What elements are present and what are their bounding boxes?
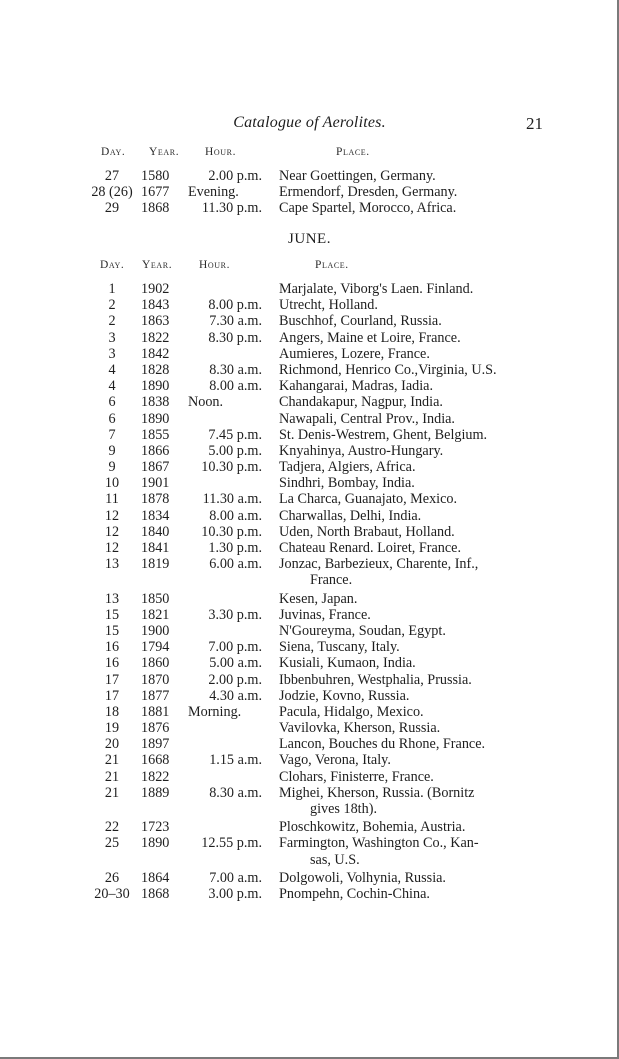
table-row	[0, 184, 619, 200]
cell-place: Lancon, Bouches du Rhone, France.	[279, 736, 486, 753]
cell-place: Utrecht, Holland.	[279, 297, 378, 314]
cell-place: Vago, Verona, Italy.	[279, 752, 391, 769]
cell-place-continuation: sas, U.S.	[310, 851, 360, 868]
cell-place: Knyahinya, Austro-Hungary.	[279, 442, 444, 459]
cell-hour: 11.30 p.m.	[201, 200, 262, 217]
cell-year: 1890	[141, 410, 170, 427]
cell-place: Richmond, Henrico Co.,Virginia, U.S.	[279, 361, 497, 378]
cell-day: 4	[108, 361, 116, 378]
cell-place: Aumieres, Lozere, France.	[279, 345, 430, 362]
cell-year: 1863	[141, 313, 170, 330]
cell-hour: 8.00 a.m.	[209, 378, 262, 395]
cell-place: Juvinas, France.	[279, 606, 371, 623]
cell-day: 3	[108, 329, 116, 346]
table-row	[0, 672, 619, 688]
cell-place: Chateau Renard. Loiret, France.	[279, 540, 461, 556]
cell-day: 2	[108, 313, 116, 330]
cell-hour: 7.00 a.m.	[209, 869, 262, 886]
header-year: Year.	[149, 146, 180, 158]
cell-hour: 3.00 p.m.	[208, 885, 262, 902]
table-row	[0, 688, 619, 704]
cell-day: 13	[104, 556, 120, 573]
table-row	[0, 785, 619, 801]
cell-year: 1890	[141, 835, 170, 852]
cell-hour: Morning.	[188, 703, 242, 720]
cell-place: Dolgowoli, Volhynia, Russia.	[279, 869, 446, 886]
cell-year: 1819	[141, 556, 170, 573]
table-row	[0, 870, 619, 886]
cell-hour: 4.30 a.m.	[209, 687, 262, 704]
cell-hour: 1.15 a.m.	[209, 752, 262, 769]
table-row	[0, 607, 619, 623]
cell-day: 3	[108, 345, 116, 362]
table-row	[0, 736, 619, 752]
cell-place: Clohars, Finisterre, France.	[279, 768, 434, 785]
cell-place: Mighei, Kherson, Russia. (Bornitz	[279, 784, 475, 801]
table-row	[0, 769, 619, 785]
table-row	[0, 330, 619, 346]
cell-day: 12	[104, 523, 120, 540]
cell-day: 9	[108, 442, 116, 459]
table-row	[0, 508, 619, 524]
cell-year: 1677	[141, 184, 170, 201]
table-row	[0, 835, 619, 851]
cell-hour: 8.30 p.m.	[208, 329, 262, 346]
cell-day: 28 (26)	[91, 184, 133, 201]
cell-day: 21	[104, 768, 120, 785]
cell-hour: 10.30 p.m.	[201, 459, 262, 476]
running-title: Catalogue of Aerolites.	[233, 114, 386, 131]
cell-hour: 8.00 a.m.	[209, 507, 262, 524]
cell-year: 1834	[141, 507, 170, 524]
table-row	[0, 200, 619, 216]
cell-place: Angers, Maine et Loire, France.	[279, 329, 461, 346]
cell-hour: 10.30 p.m.	[201, 523, 262, 540]
cell-year: 1850	[141, 590, 170, 607]
cell-year: 1864	[141, 869, 170, 886]
header-day: Day.	[101, 146, 126, 158]
cell-year: 1867	[141, 459, 170, 476]
cell-hour: Evening.	[188, 184, 239, 201]
table-row	[0, 443, 619, 459]
cell-place: N'Goureyma, Soudan, Egypt.	[279, 622, 446, 639]
cell-year: 1900	[141, 622, 170, 639]
cell-year: 1855	[141, 426, 170, 443]
cell-year: 1876	[141, 720, 170, 737]
cell-place: Ploschkowitz, Bohemia, Austria.	[279, 819, 466, 836]
cell-year: 1842	[141, 345, 170, 362]
cell-day: 6	[108, 394, 116, 411]
cell-year: 1889	[141, 784, 170, 801]
cell-year: 1897	[141, 736, 170, 753]
cell-hour: 8.30 a.m.	[209, 784, 262, 801]
header-place: Place.	[315, 259, 349, 271]
cell-day: 9	[108, 459, 116, 476]
cell-place: Ibbenbuhren, Westphalia, Prussia.	[279, 671, 472, 688]
table-row	[0, 819, 619, 835]
cell-place: Tadjera, Algiers, Africa.	[279, 459, 416, 476]
cell-day: 11	[105, 491, 119, 508]
table-row	[0, 556, 619, 572]
table-row	[0, 639, 619, 655]
cell-hour: 7.30 a.m.	[209, 313, 262, 330]
header-day: Day.	[100, 259, 125, 271]
cell-place: La Charca, Guanajato, Mexico.	[279, 491, 458, 508]
table-row-continuation	[0, 801, 619, 817]
cell-year: 1877	[141, 687, 170, 704]
table-row	[0, 427, 619, 443]
cell-hour: 1.30 p.m.	[208, 540, 262, 556]
table-row	[0, 297, 619, 313]
cell-place: Buschhof, Courland, Russia.	[279, 313, 442, 330]
cell-place: Pacula, Hidalgo, Mexico.	[279, 703, 424, 720]
cell-place: Near Goettingen, Germany.	[279, 168, 436, 184]
table-row	[0, 168, 619, 184]
cell-day: 16	[104, 639, 120, 656]
cell-place: Jodzie, Kovno, Russia.	[279, 687, 410, 704]
cell-year: 1890	[141, 378, 170, 395]
cell-place: Kesen, Japan.	[279, 590, 358, 607]
table-row	[0, 591, 619, 607]
cell-hour: 2.00 p.m.	[208, 168, 262, 184]
cell-day: 22	[104, 819, 120, 836]
table-row	[0, 346, 619, 362]
table-row	[0, 491, 619, 507]
cell-year: 1841	[141, 540, 170, 556]
cell-place: Cape Spartel, Morocco, Africa.	[279, 200, 457, 217]
table-row	[0, 524, 619, 540]
cell-year: 1878	[141, 491, 170, 508]
cell-hour: 5.00 p.m.	[208, 442, 262, 459]
cell-year: 1580	[141, 168, 170, 184]
cell-year: 1860	[141, 655, 170, 672]
cell-place: Sindhri, Bombay, India.	[279, 475, 415, 492]
cell-day: 21	[104, 784, 120, 801]
cell-day: 10	[104, 475, 120, 492]
table-row	[0, 362, 619, 378]
cell-year: 1902	[141, 281, 170, 297]
cell-hour: 12.55 p.m.	[201, 835, 262, 852]
cell-year: 1821	[141, 606, 170, 623]
cell-day: 4	[108, 378, 116, 395]
cell-day: 20	[104, 736, 120, 753]
cell-day: 13	[104, 590, 120, 607]
cell-day: 15	[104, 622, 120, 639]
cell-year: 1723	[141, 819, 170, 836]
cell-hour: 7.00 p.m.	[208, 639, 262, 656]
table-row	[0, 313, 619, 329]
table-row	[0, 752, 619, 768]
table-row-continuation	[0, 852, 619, 868]
cell-hour: 8.30 a.m.	[209, 361, 262, 378]
cell-year: 1794	[141, 639, 170, 656]
june-column-headers	[0, 259, 619, 273]
table-row	[0, 378, 619, 394]
cell-place-continuation: gives 18th).	[310, 801, 377, 817]
cell-day: 12	[104, 507, 120, 524]
cell-place: Ermendorf, Dresden, Germany.	[279, 184, 458, 201]
cell-day: 25	[104, 835, 120, 852]
table-row	[0, 281, 619, 297]
cell-place: Charwallas, Delhi, India.	[279, 507, 422, 524]
cell-day: 27	[104, 168, 120, 184]
cell-place: Pnompehn, Cochin-China.	[279, 885, 430, 902]
table-row	[0, 886, 619, 902]
header-place: Place.	[336, 146, 370, 158]
table-row	[0, 655, 619, 671]
june-entries-table	[0, 281, 619, 902]
cell-hour: Noon.	[188, 394, 224, 411]
cell-hour: 3.30 p.m.	[208, 606, 262, 623]
cell-year: 1870	[141, 671, 170, 688]
table-row	[0, 394, 619, 410]
table-row-continuation	[0, 572, 619, 588]
cell-day: 21	[104, 752, 120, 769]
cell-place: Marjalate, Viborg's Laen. Finland.	[279, 281, 474, 297]
cell-hour: 11.30 a.m.	[202, 491, 262, 508]
cell-year: 1668	[141, 752, 170, 769]
cell-hour: 8.00 p.m.	[208, 297, 262, 314]
page-number: 21	[526, 114, 543, 133]
cell-year: 1822	[141, 329, 170, 346]
table-row	[0, 475, 619, 491]
cell-day: 17	[104, 687, 120, 704]
header-year: Year.	[142, 259, 173, 271]
cell-day: 16	[104, 655, 120, 672]
cell-year: 1840	[141, 523, 170, 540]
cell-day: 19	[104, 720, 120, 737]
table-row	[0, 459, 619, 475]
cell-year: 1828	[141, 361, 170, 378]
cell-place: Kusiali, Kumaon, India.	[279, 655, 416, 672]
cell-day: 15	[104, 606, 120, 623]
cell-year: 1843	[141, 297, 170, 314]
table-row	[0, 704, 619, 720]
cell-hour: 5.00 a.m.	[209, 655, 262, 672]
cell-year: 1868	[141, 200, 170, 217]
table-row	[0, 720, 619, 736]
column-headers	[0, 146, 619, 160]
cell-place: Farmington, Washington Co., Kan-	[279, 835, 479, 852]
cell-day: 12	[104, 540, 120, 556]
cell-year: 1822	[141, 768, 170, 785]
cell-day: 1	[108, 281, 116, 297]
cell-year: 1881	[141, 703, 170, 720]
header-hour: Hour.	[205, 146, 237, 158]
cell-place: St. Denis-Westrem, Ghent, Belgium.	[279, 426, 488, 443]
cell-place: Uden, North Brabaut, Holland.	[279, 523, 455, 540]
table-row	[0, 540, 619, 556]
cell-year: 1901	[141, 475, 170, 492]
cell-day: 17	[104, 671, 120, 688]
cell-day: 29	[104, 200, 120, 217]
cell-hour: 7.45 p.m.	[208, 426, 262, 443]
cell-day: 7	[108, 426, 116, 443]
cell-year: 1868	[141, 885, 170, 902]
cell-place: Chandakapur, Nagpur, India.	[279, 394, 443, 411]
cell-day: 6	[108, 410, 116, 427]
cell-day: 2	[108, 297, 116, 314]
cell-place: Vavilovka, Kherson, Russia.	[279, 720, 441, 737]
table-row	[0, 411, 619, 427]
cell-day: 18	[104, 703, 120, 720]
section-title-june: JUNE.	[288, 231, 331, 247]
cell-day: 26	[104, 869, 120, 886]
cell-place: Kahangarai, Madras, Iadia.	[279, 378, 434, 395]
table-row	[0, 623, 619, 639]
cell-place: Nawapali, Central Prov., India.	[279, 410, 455, 427]
cell-day: 20–30	[94, 885, 130, 902]
may-entries-table	[0, 168, 619, 217]
cell-place: Jonzac, Barbezieux, Charente, Inf.,	[279, 556, 479, 573]
cell-place: Siena, Tuscany, Italy.	[279, 639, 400, 656]
cell-year: 1838	[141, 394, 170, 411]
cell-year: 1866	[141, 442, 170, 459]
cell-place-continuation: France.	[310, 572, 353, 589]
cell-hour: 2.00 p.m.	[208, 671, 262, 688]
cell-hour: 6.00 a.m.	[209, 556, 262, 573]
header-hour: Hour.	[199, 259, 231, 271]
